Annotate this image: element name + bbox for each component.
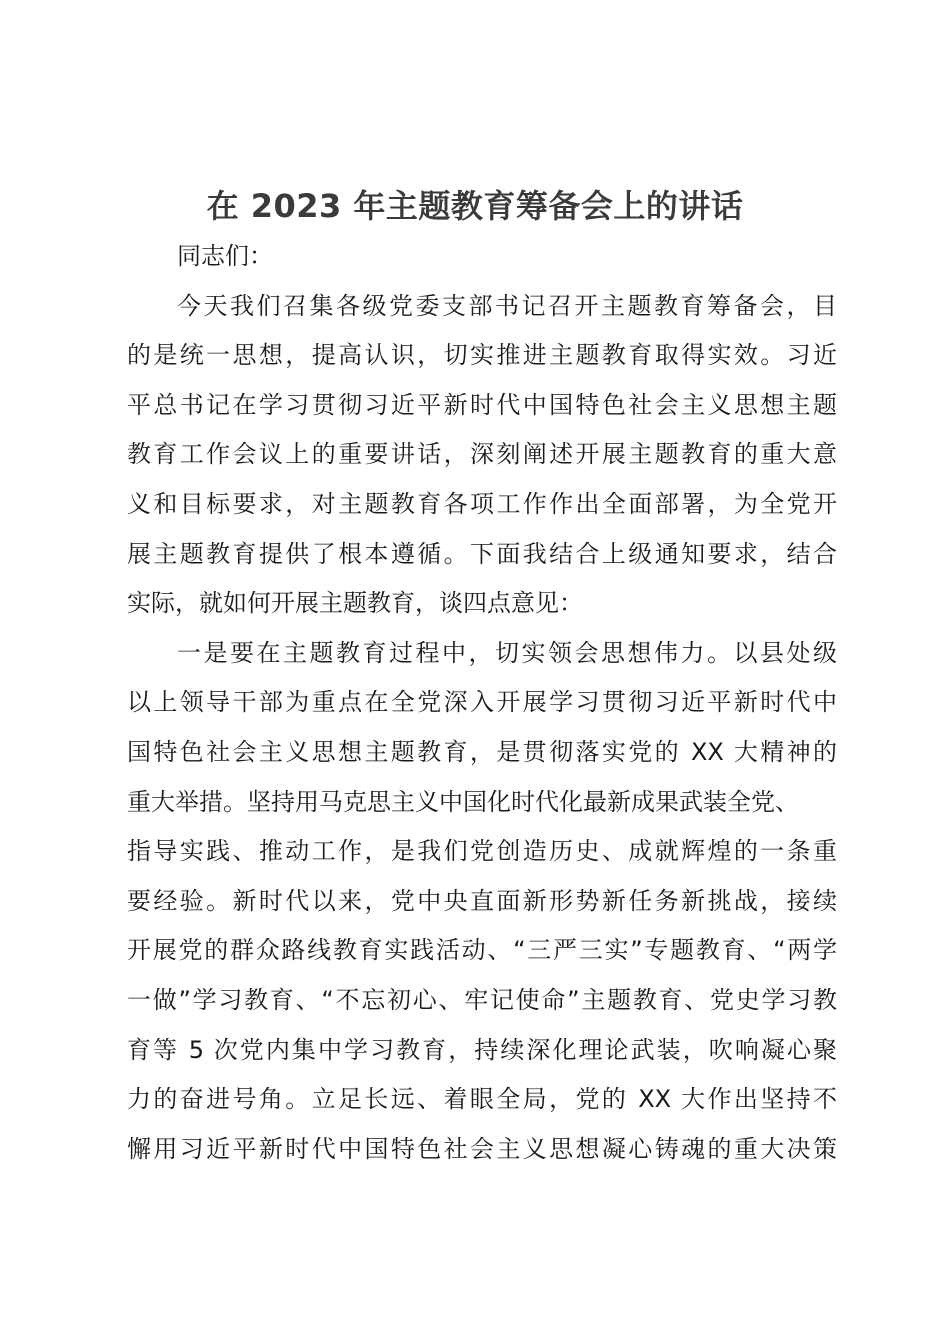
salutation: 同志们：: [177, 242, 273, 270]
paragraph-point-one: [127, 629, 837, 1175]
paragraph-line: 重大举措。坚持用马克思主义中国化时代化最新成果武装全党、: [127, 787, 799, 816]
paragraph-line: 今天我们召集各级党委支部书记召开主题教育筹备会，目: [177, 291, 837, 320]
paragraph-line: 平总书记在学习贯彻习近平新时代中国特色社会主义思想主题: [127, 390, 837, 419]
paragraph-line: 国特色社会主义思想主题教育，是贯彻落实党的 XX 大精神的: [127, 737, 837, 766]
paragraph-line: 实际，就如何开展主题教育，谈四点意见：: [127, 589, 583, 618]
paragraph-line: 义和目标要求，对主题教育各项工作作出全面部署，为全党开: [127, 489, 837, 518]
paragraph-line: 一是要在主题教育过程中，切实领会思想伟力。以县处级: [177, 638, 837, 667]
paragraph-line: 一做”学习教育、“不忘初心、牢记使命”主题教育、党史学习教: [127, 985, 837, 1014]
paragraph-line: 教育工作会议上的重要讲话，深刻阐述开展主题教育的重大意: [127, 440, 837, 469]
document-body: [127, 232, 837, 1174]
paragraph-line: 懈用习近平新时代中国特色社会主义思想凝心铸魂的重大决策: [127, 1134, 837, 1163]
paragraph-line: 指导实践、推动工作，是我们党创造历史、成就辉煌的一条重: [127, 837, 837, 866]
paragraph-line: 力的奋进号角。立足长远、着眼全局，党的 XX 大作出坚持不: [127, 1085, 837, 1114]
paragraph-line: 展主题教育提供了根本遵循。下面我结合上级通知要求，结合: [127, 539, 837, 568]
paragraph-line: 要经验。新时代以来，党中央直面新形势新任务新挑战，接续: [127, 886, 837, 915]
paragraph-intro: [127, 282, 837, 629]
paragraph-line: 的是统一思想，提高认识，切实推进主题教育取得实效。习近: [127, 341, 837, 370]
paragraph-line: 以上领导干部为重点在全党深入开展学习贯彻习近平新时代中: [127, 688, 837, 717]
document-title: 在 2023 年主题教育筹备会上的讲话: [206, 187, 744, 225]
paragraph-line: 育等 5 次党内集中学习教育，持续深化理论武装，吹响凝心聚: [127, 1035, 837, 1064]
paragraph-line: 开展党的群众路线教育实践活动、“三严三实”专题教育、“两学: [127, 936, 837, 965]
